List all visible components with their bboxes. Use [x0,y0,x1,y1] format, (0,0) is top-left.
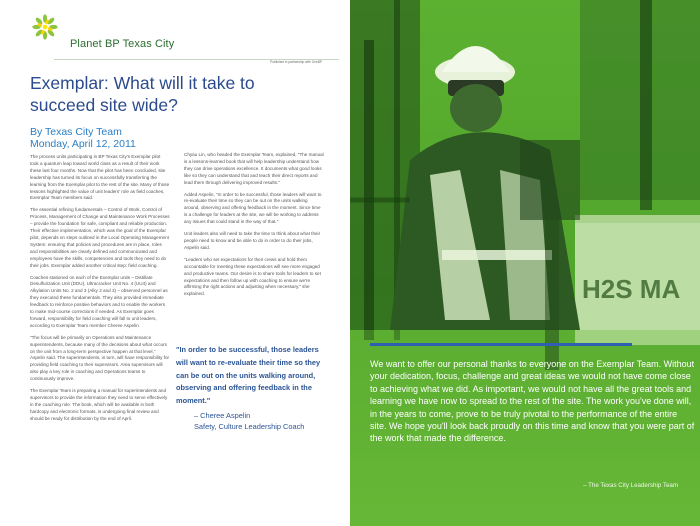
article-date: Monday, April 12, 2011 [30,138,136,150]
pull-quote-block [176,344,328,431]
article-byline: By Texas City Team [30,126,122,138]
pull-quote-attribution [194,410,304,432]
article-column-2 [184,152,324,303]
attribution-name: – Cheree Aspelin [194,411,251,420]
article-headline: Exemplar: What will it take to succeed site wide? [30,73,255,115]
paragraph: Unit leaders also will need to take the time to think about what their people need to know and be able to do in order to do their jobs, Aspelin said. [184,231,321,250]
paragraph: Chyau Lin, who headed the Exemplar Team, explained, "The manual is a lessons-learned book that will help leadership understand how they can drive operations excellence. It documents what good looks like so they can understand that and teach their direct reports and lead them through delivering improved results." [184,152,324,185]
leadership-signoff: – The Texas City Leadership Team [583,482,678,489]
paragraph: "Leaders who set expectations for their crews and hold them accountable for meeting these expectations will see more engaged and productive teams. Our desire is to share tools for leaders to set expectations and then follow up with coaching to ensure we're affirming the right actions and adjusting when necessary," she explained. [184,256,321,297]
accent-bar [370,343,632,346]
paragraph: Added Aspelin, "In order to be successful, those leaders will want to re-evaluate their time so they can be out on the units walking around, observing and offering feedback in the moment. Since time is a challenge for leaders at the site, we will be working to address any issues that could stand in the way of that." [184,191,322,225]
article-column-1 [30,154,170,428]
partner-line: Published in partnership with OneBP [270,60,322,64]
attribution-title: Safety, Culture Leadership Coach [194,422,305,431]
thank-you-message: We want to offer our personal thanks to everyone on the Exemplar Team. Without your dedication, focus, challenge and great ideas we would not have come close to achieving what we did. As important, we would not have all the great tools and learning we have now to spread to the rest of the site. The work you've done will, in the years to come, prove to be truly pivotal to the performance of the entire site. We hope you'll look back proudly on this time and know that you were part of the work that made the difference. [370,359,695,444]
right-page [350,0,700,526]
brand-title: Planet BP Texas City [70,38,175,50]
paragraph: "The focus will be primarily on Operations and Maintenance superintendents, because many of the decisions about what occurs on the unit from a long-term perspective happen at that level," Aspelin said. The superintendents, in turn, will have responsibility for providing field coaching to their supervisors. Area supervisors will also play a key role in coaching and Operations teams to continuously improve. [30,334,170,382]
bp-helios-logo-icon [32,14,58,40]
pull-quote: "In order to be successful, those leaders will want to re-evaluate their time so they can be out on the units walking around, observing and offering feedback in the moment." [176,345,321,406]
paragraph: The essential refining fundamentals – Control of Work, Control of Process, Management of Change and Maintenance Work Processes – provide the foundation for safe, compliant and reliable production. Their effective implementation, which was the goal of the Exemplar pilot, depends on steps outlined in the Local Operating Management System: ensuring that policies and procedures are in place, roles and responsibilities are clearly defined and communicated and employees have the skills, competencies and tools they need to do their jobs. Exemplar added another critical step: field coaching. [30,207,170,268]
refinery-worker-photo [350,0,700,526]
tank-sign-text: H2S MA [582,274,681,304]
paragraph: The Exemplar Team is preparing a manual for superintendents and supervisors to provide the information they need to serve effectively in the coaching role. The book, which will be available in both hardcopy and electronic formats, is undergoing final review and should be ready for distribution by the end of April. [30,388,168,421]
paragraph: Coaches stationed on each of the Exemplar units – Distillate Desulfurization Unit (DDU), Ultracracker Unit No. 4 (UU4) and Alkylation Units No. 2 and 3 (Alky 2 and 3) – observed personnel as they executed these fundamentals. They also provided immediate feedback to reinforce positive behaviors and to enable the workers to make mid-course corrections if needed. As Exemplar goes forward, responsibility for field coaching will fall to unit leaders, according to Exemplar Team member Cheree Aspelin. [30,274,168,328]
masthead [14,10,334,68]
paragraph: The process units participating in BP Texas City's Exemplar pilot took a quantum leap toward world class as a result of their work these last four months. Now that the pilot has been concluded, site leadership has turned its focus on successfully transferring the learning from the Exemplar pilot to the rest of the site. Many of those lessons highlighted the value of unit leaders' role as field coaches, Exemplar Team members said. [30,154,170,201]
